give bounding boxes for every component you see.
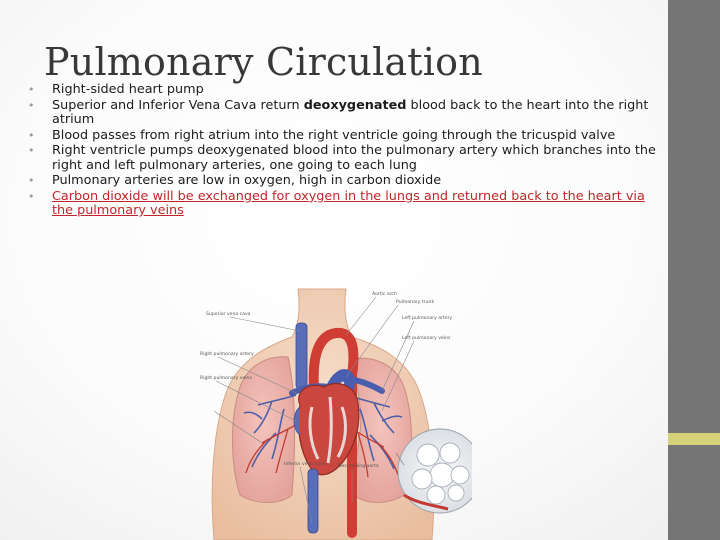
label-right-pulmonary-veins: Right pulmonary veins (200, 376, 252, 381)
bullet-item (28, 144, 656, 173)
bullet-text: Blood passes from right atrium into the right ventricle going through the tricuspid valve (52, 127, 616, 143)
bullet-text: Right-sided heart pump (52, 82, 204, 97)
bullet-text: Carbon dioxide will be exchanged for oxygen in the lungs and returned back to the heart via the pulmonary veins (52, 188, 645, 219)
bullet-dot-icon: • (28, 189, 35, 203)
label-pulmonary-trunk: Pulmonary trunk (396, 300, 435, 305)
bullet-item (28, 99, 656, 128)
label-right-pulmonary-artery: Right pulmonary artery (200, 352, 254, 357)
bullet-text: blood back to the heart into the right atrium (52, 97, 649, 127)
bullet-list (28, 83, 656, 220)
label-left-pulmonary-veins: Left pulmonary veins (402, 336, 451, 341)
bullet-item (28, 83, 656, 97)
bullet-dot-icon: • (28, 144, 35, 158)
bullet-bold-text: deoxygenated (303, 97, 407, 113)
label-left-pulmonary-artery: Left pulmonary artery (402, 316, 453, 321)
bullet-item (28, 174, 656, 188)
bullet-dot-icon: • (28, 128, 35, 142)
label-inferior-vena-cava: Inferior vena cava (284, 462, 326, 467)
anatomy-svg (196, 283, 472, 540)
bullet-dot-icon: • (28, 174, 35, 188)
label-superior-vena-cava: Superior vena cava (206, 312, 251, 317)
bullet-item-highlighted (28, 190, 656, 219)
heart-lungs-illustration (196, 283, 472, 540)
superior-vena-cava (296, 323, 307, 389)
bullet-text: Pulmonary arteries are low in oxygen, high in carbon dioxide (52, 173, 442, 189)
inferior-vena-cava (308, 469, 318, 533)
bullet-dot-icon: • (28, 83, 35, 96)
bullet-item (28, 129, 656, 143)
sidebar-band (668, 0, 720, 540)
bullet-text: Superior and Inferior Vena Cava return (52, 97, 304, 113)
bullet-text: Right ventricle pumps deoxygenated blood into the pulmonary artery which branches into the right and left pulmonary arteries, one going to each lung (52, 143, 656, 173)
slide-title: Pulmonary Circulation (44, 40, 483, 84)
label-descending-aorta: Descending aorta (338, 464, 379, 469)
sidebar-accent-bar (668, 433, 720, 445)
label-aortic-arch: Aortic arch (372, 292, 397, 297)
bullet-dot-icon: • (28, 98, 35, 112)
